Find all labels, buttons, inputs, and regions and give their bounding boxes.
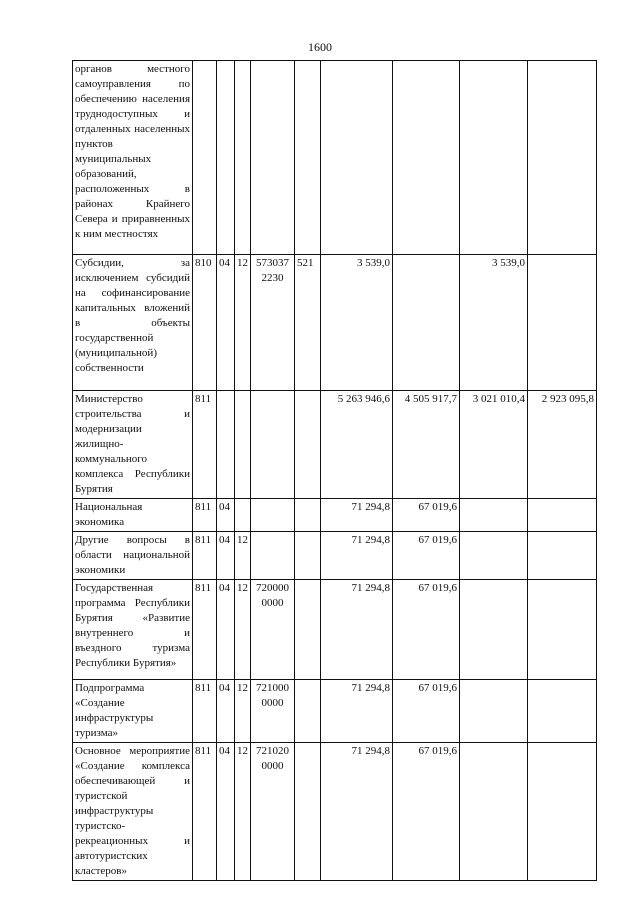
row-name: Подпрограмма «Создание инфраструктуры туризма» (73, 680, 193, 743)
expense-type-code (295, 580, 321, 680)
amount-4 (528, 499, 597, 532)
amount-2: 67 019,6 (393, 680, 460, 743)
row-name: Национальная экономика (73, 499, 193, 532)
row-name: органов местного самоуправления по обеспечению населения труднодоступных и отдаленных населенных пунктов муниципальных образований, расположенных в районах Крайнего Севера и приравненных к ним местностях (73, 61, 193, 255)
row-name: Государственная программа Республики Бурятия «Развитие внутреннего и въездного туризма Республики Бурятия» (73, 580, 193, 680)
section-code: 04 (217, 255, 235, 391)
amount-1: 71 294,8 (321, 499, 393, 532)
target-article-code: 721000 0000 (251, 680, 295, 743)
grbs-code: 811 (193, 680, 217, 743)
table-row (73, 743, 597, 881)
section-code: 04 (217, 580, 235, 680)
table-row (73, 499, 597, 532)
amount-1: 71 294,8 (321, 580, 393, 680)
amount-4 (528, 680, 597, 743)
section-code (217, 61, 235, 255)
expense-type-code (295, 680, 321, 743)
amount-2 (393, 61, 460, 255)
grbs-code: 810 (193, 255, 217, 391)
amount-1: 5 263 946,6 (321, 391, 393, 499)
subsection-code (235, 499, 251, 532)
subsection-code: 12 (235, 743, 251, 881)
subsection-code (235, 391, 251, 499)
amount-3 (460, 61, 528, 255)
table-row (73, 255, 597, 391)
target-article-code (251, 61, 295, 255)
target-article-code: 573037 2230 (251, 255, 295, 391)
expense-type-code (295, 391, 321, 499)
row-name: Субсидии, за исключением субсидий на софинансирование капитальных вложений в объекты государственной (муниципальной) собственности (73, 255, 193, 391)
table-row (73, 580, 597, 680)
grbs-code: 811 (193, 391, 217, 499)
subsection-code: 12 (235, 580, 251, 680)
amount-1: 71 294,8 (321, 680, 393, 743)
amount-4 (528, 580, 597, 680)
target-article-code: 721020 0000 (251, 743, 295, 881)
amount-4: 2 923 095,8 (528, 391, 597, 499)
amount-2: 67 019,6 (393, 532, 460, 580)
amount-4 (528, 743, 597, 881)
target-article-code (251, 532, 295, 580)
target-article-code: 720000 0000 (251, 580, 295, 680)
subsection-code: 12 (235, 255, 251, 391)
amount-3 (460, 580, 528, 680)
table-row (73, 391, 597, 499)
amount-4 (528, 255, 597, 391)
grbs-code: 811 (193, 532, 217, 580)
section-code (217, 391, 235, 499)
amount-3 (460, 743, 528, 881)
amount-1: 71 294,8 (321, 532, 393, 580)
amount-3: 3 021 010,4 (460, 391, 528, 499)
grbs-code: 811 (193, 580, 217, 680)
expense-type-code: 521 (295, 255, 321, 391)
expense-type-code (295, 61, 321, 255)
grbs-code (193, 61, 217, 255)
row-name: Основное мероприятие «Создание комплекса обеспечивающей и туристской инфраструктуры туристско-рекреационных и автотуристских кластеров» (73, 743, 193, 881)
target-article-code (251, 499, 295, 532)
amount-2 (393, 255, 460, 391)
table-row (73, 532, 597, 580)
amount-1 (321, 61, 393, 255)
row-name: Министерство строительства и модернизации жилищно-коммунального комплекса Республики Бурятия (73, 391, 193, 499)
amount-3: 3 539,0 (460, 255, 528, 391)
amount-1: 71 294,8 (321, 743, 393, 881)
expense-type-code (295, 499, 321, 532)
amount-3 (460, 499, 528, 532)
amount-2: 67 019,6 (393, 499, 460, 532)
subsection-code (235, 61, 251, 255)
amount-2: 67 019,6 (393, 743, 460, 881)
table-row (73, 680, 597, 743)
section-code: 04 (217, 499, 235, 532)
amount-3 (460, 680, 528, 743)
row-name: Другие вопросы в области национальной экономики (73, 532, 193, 580)
amount-4 (528, 532, 597, 580)
subsection-code: 12 (235, 680, 251, 743)
page-number: 1600 (308, 40, 332, 54)
section-code: 04 (217, 680, 235, 743)
expense-type-code (295, 743, 321, 881)
grbs-code: 811 (193, 743, 217, 881)
amount-3 (460, 532, 528, 580)
amount-2: 4 505 917,7 (393, 391, 460, 499)
grbs-code: 811 (193, 499, 217, 532)
amount-2: 67 019,6 (393, 580, 460, 680)
target-article-code (251, 391, 295, 499)
expense-type-code (295, 532, 321, 580)
section-code: 04 (217, 743, 235, 881)
amount-1: 3 539,0 (321, 255, 393, 391)
section-code: 04 (217, 532, 235, 580)
table-row (73, 61, 597, 255)
subsection-code: 12 (235, 532, 251, 580)
budget-table (72, 60, 597, 881)
amount-4 (528, 61, 597, 255)
